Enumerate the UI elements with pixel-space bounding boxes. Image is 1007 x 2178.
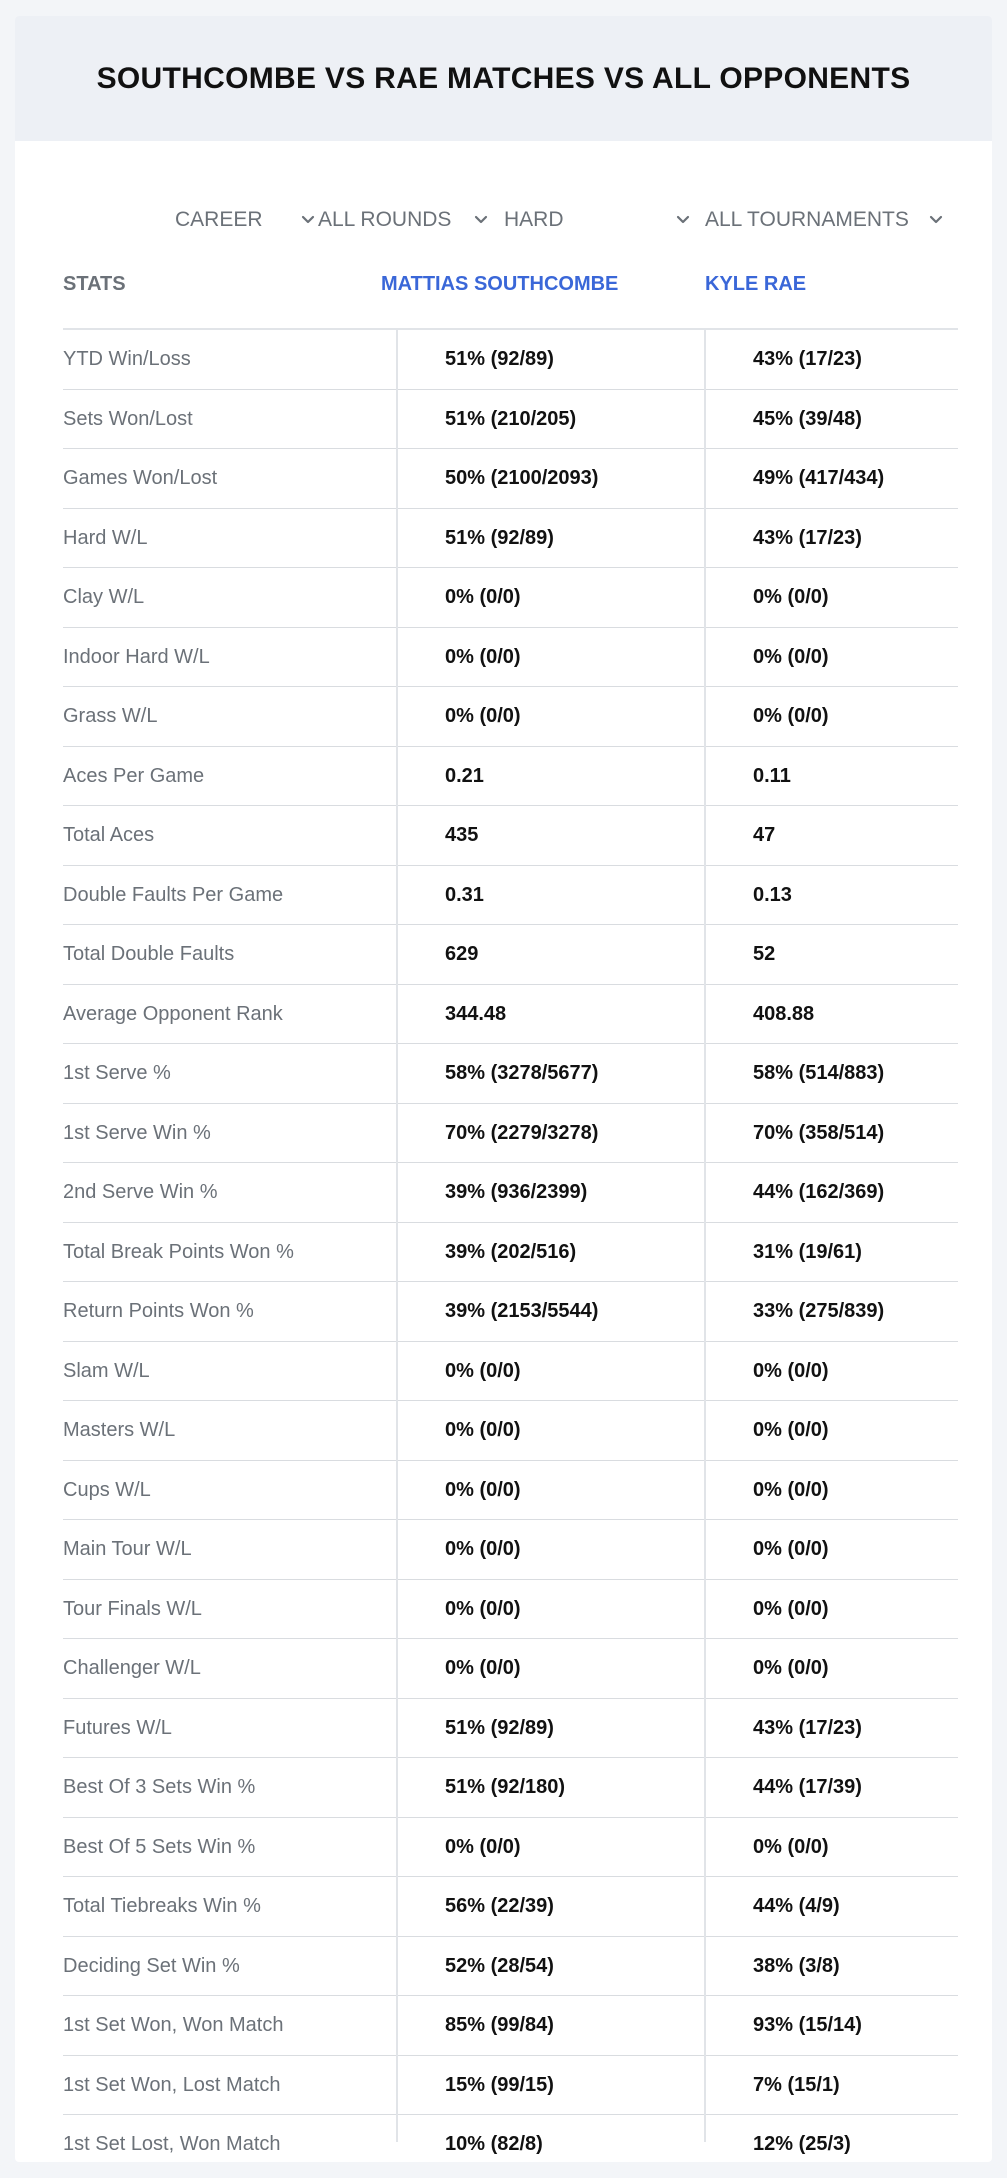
chevron-down-icon (929, 213, 943, 227)
player1-value: 0% (0/0) (445, 705, 521, 727)
stat-name: Best Of 5 Sets Win % (63, 1835, 256, 1858)
player2-value: 43% (17/23) (753, 348, 862, 370)
stat-name: Total Tiebreaks Win % (63, 1895, 261, 1917)
period-select[interactable] (175, 186, 315, 254)
table-row (63, 1104, 958, 1164)
player2-value: 0% (0/0) (753, 645, 829, 668)
column-divider (704, 328, 706, 2142)
player2-value: 45% (39/48) (753, 407, 862, 430)
period-select-value: CAREER (175, 208, 263, 231)
table-row (63, 1877, 958, 1937)
table-row (63, 1282, 958, 1342)
player1-value: 52% (28/54) (445, 1954, 554, 1977)
stat-name: Aces Per Game (63, 764, 205, 787)
stat-name: 1st Serve Win % (63, 1121, 211, 1144)
table-row (63, 1937, 958, 1997)
player2-value: 52 (753, 943, 776, 965)
player2-value: 44% (4/9) (753, 1895, 840, 1917)
player1-value: 629 (445, 943, 479, 965)
player2-value: 12% (25/3) (753, 2133, 851, 2155)
stat-name: Tour Finals W/L (63, 1597, 202, 1620)
stat-name: Games Won/Lost (63, 467, 218, 489)
table-row (63, 1163, 958, 1223)
stat-name: Double Faults Per Game (63, 883, 284, 906)
player2-column-header[interactable]: KYLE RAE (705, 273, 807, 295)
stat-name: 2nd Serve Win % (63, 1181, 218, 1203)
stat-name: Total Double Faults (63, 943, 235, 965)
round-select-value: ALL ROUNDS (318, 208, 452, 231)
player2-value: 0.11 (753, 764, 791, 787)
table-row (63, 390, 958, 450)
player1-value: 85% (99/84) (445, 2014, 554, 2036)
player2-value: 408.88 (753, 1002, 815, 1025)
player2-value: 49% (417/434) (753, 467, 885, 489)
table-row (63, 628, 958, 688)
surface-select[interactable] (504, 186, 690, 254)
player1-value: 51% (92/89) (445, 526, 554, 549)
table-row (63, 1758, 958, 1818)
player1-value: 0% (0/0) (445, 1835, 521, 1858)
table-row (63, 806, 958, 866)
player1-value: 51% (92/89) (445, 1716, 554, 1739)
player1-value: 58% (3278/5677) (445, 1062, 599, 1084)
player1-value: 0% (0/0) (445, 1538, 521, 1560)
round-select[interactable] (318, 186, 488, 254)
table-row (63, 747, 958, 807)
table-body (63, 330, 958, 2162)
player1-value: 39% (2153/5544) (445, 1300, 599, 1322)
table-row (63, 1580, 958, 1640)
table-header (63, 256, 958, 330)
table-row (63, 568, 958, 628)
player2-value: 0% (0/0) (753, 705, 829, 727)
player2-value: 47 (753, 824, 776, 846)
player2-value: 93% (15/14) (753, 2014, 862, 2036)
stat-name: Clay W/L (63, 586, 145, 608)
table-row (63, 1818, 958, 1878)
player2-value: 38% (3/8) (753, 1954, 840, 1977)
player2-value: 58% (514/883) (753, 1062, 885, 1084)
player1-value: 0% (0/0) (445, 1359, 521, 1382)
player2-value: 44% (162/369) (753, 1181, 885, 1203)
player1-value: 0% (0/0) (445, 1597, 521, 1620)
player1-value: 0.21 (445, 764, 484, 787)
stat-name: Total Aces (63, 824, 155, 846)
stat-name: Grass W/L (63, 705, 158, 727)
table-row (63, 1044, 958, 1104)
stat-name: Best Of 3 Sets Win % (63, 1776, 256, 1798)
player1-value: 0% (0/0) (445, 586, 521, 608)
player2-value: 7% (15/1) (753, 2073, 840, 2096)
table-row (63, 1223, 958, 1283)
player2-value: 43% (17/23) (753, 1716, 862, 1739)
stats-column-header: STATS (63, 273, 126, 295)
player1-value: 39% (202/516) (445, 1240, 577, 1263)
stat-name: 1st Set Lost, Won Match (63, 2133, 281, 2155)
player2-value: 0% (0/0) (753, 1597, 829, 1620)
table-row (63, 509, 958, 569)
table-row (63, 866, 958, 926)
player2-value: 0% (0/0) (753, 1478, 829, 1501)
table-row (63, 1639, 958, 1699)
player1-value: 0% (0/0) (445, 1478, 521, 1501)
player1-value: 51% (92/180) (445, 1776, 566, 1798)
stat-name: Indoor Hard W/L (63, 645, 210, 668)
stat-name: Average Opponent Rank (63, 1002, 283, 1025)
table-row (63, 1342, 958, 1402)
stat-name: Slam W/L (63, 1359, 150, 1382)
player1-value: 50% (2100/2093) (445, 467, 599, 489)
page-title: SOUTHCOMBE VS RAE MATCHES VS ALL OPPONENTS (96, 61, 911, 95)
player1-value: 344.48 (445, 1002, 507, 1025)
stat-name: Return Points Won % (63, 1300, 254, 1322)
stat-name: Challenger W/L (63, 1657, 201, 1679)
player2-value: 0% (0/0) (753, 1835, 829, 1858)
filter-bar (15, 186, 992, 254)
chevron-down-icon (474, 213, 488, 227)
stat-name: Hard W/L (63, 526, 148, 549)
table-row (63, 330, 958, 390)
player2-value: 0% (0/0) (753, 1359, 829, 1382)
player1-value: 10% (82/8) (445, 2133, 543, 2155)
table-row (63, 1996, 958, 2056)
stat-name: Masters W/L (63, 1419, 176, 1441)
table-row (63, 449, 958, 509)
player1-value: 39% (936/2399) (445, 1181, 588, 1203)
table-row (63, 2115, 958, 2162)
chevron-down-icon (301, 213, 315, 227)
stat-name: Cups W/L (63, 1478, 151, 1501)
player2-value: 0% (0/0) (753, 1657, 829, 1679)
stat-name: 1st Set Won, Won Match (63, 2014, 284, 2036)
player1-value: 0.31 (445, 883, 484, 906)
table-row (63, 925, 958, 985)
player2-value: 44% (17/39) (753, 1776, 862, 1798)
player2-value: 33% (275/839) (753, 1300, 885, 1322)
table-row (63, 1461, 958, 1521)
player1-value: 0% (0/0) (445, 645, 521, 668)
stat-name: YTD Win/Loss (63, 348, 191, 370)
stat-name: Deciding Set Win % (63, 1954, 240, 1977)
player1-value: 0% (0/0) (445, 1657, 521, 1679)
player1-value: 435 (445, 824, 479, 846)
page-header (15, 16, 992, 141)
stat-name: Sets Won/Lost (63, 407, 193, 430)
player1-value: 70% (2279/3278) (445, 1121, 599, 1144)
stat-name: 1st Set Won, Lost Match (63, 2073, 281, 2096)
player1-value: 15% (99/15) (445, 2073, 554, 2096)
stat-name: Futures W/L (63, 1716, 172, 1739)
table-row (63, 1699, 958, 1759)
table-row (63, 1520, 958, 1580)
player1-value: 51% (92/89) (445, 348, 554, 370)
table-row (63, 985, 958, 1045)
surface-select-value: HARD (504, 208, 564, 231)
player2-value: 0.13 (753, 883, 792, 906)
player2-value: 0% (0/0) (753, 586, 829, 608)
stat-name: 1st Serve % (63, 1062, 171, 1084)
player1-value: 56% (22/39) (445, 1895, 554, 1917)
stat-name: Total Break Points Won % (63, 1240, 294, 1263)
player2-value: 0% (0/0) (753, 1538, 829, 1560)
table-row (63, 1401, 958, 1461)
stat-name: Main Tour W/L (63, 1538, 192, 1560)
stats-table (63, 256, 958, 2162)
player2-value: 31% (19/61) (753, 1240, 862, 1263)
tournament-select-value: ALL TOURNAMENTS (705, 208, 909, 231)
player2-value: 43% (17/23) (753, 526, 862, 549)
stats-card (15, 16, 992, 2162)
player1-value: 0% (0/0) (445, 1419, 521, 1441)
tournament-select[interactable] (705, 186, 943, 254)
player1-value: 51% (210/205) (445, 407, 577, 430)
player2-value: 70% (358/514) (753, 1121, 885, 1144)
table-row (63, 687, 958, 747)
table-row (63, 2056, 958, 2116)
player1-column-header[interactable]: MATTIAS SOUTHCOMBE (381, 273, 619, 295)
chevron-down-icon (676, 213, 690, 227)
column-divider (396, 328, 398, 2142)
player2-value: 0% (0/0) (753, 1419, 829, 1441)
